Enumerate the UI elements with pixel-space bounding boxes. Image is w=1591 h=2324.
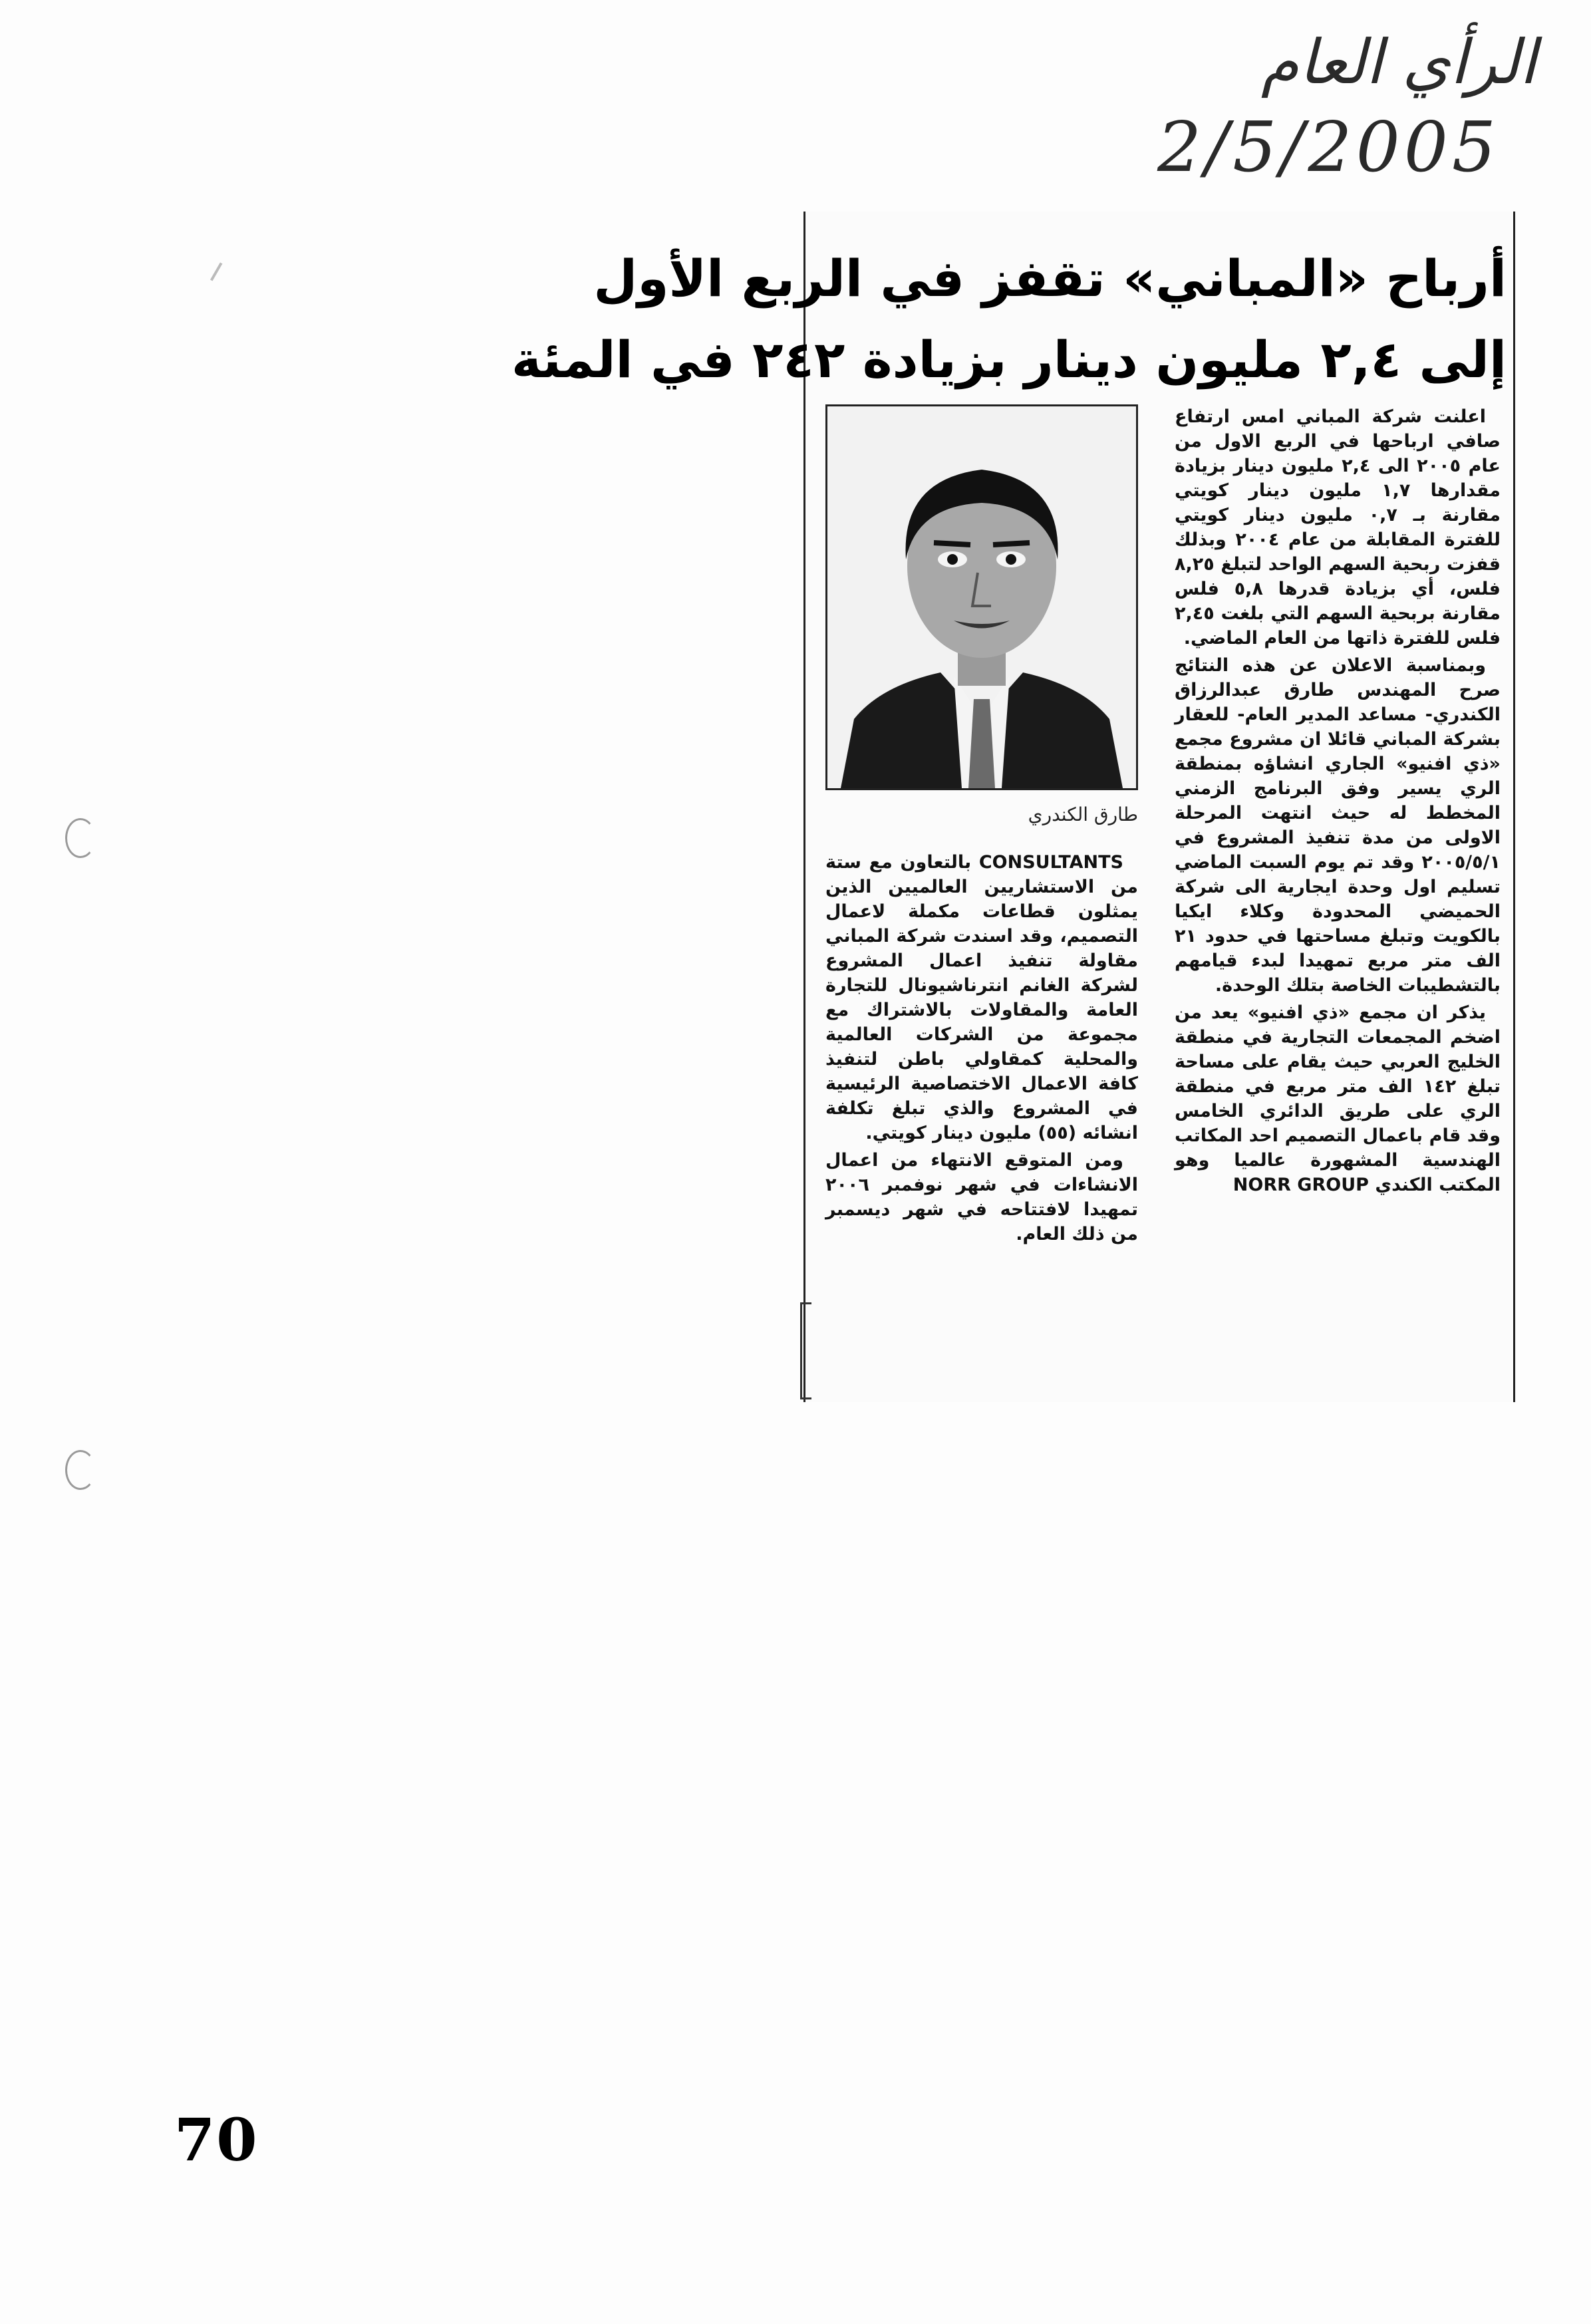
portrait-illustration bbox=[827, 406, 1136, 788]
punch-hole-icon bbox=[65, 818, 96, 858]
article-column-right bbox=[1175, 404, 1501, 1200]
margin-bracket-mark bbox=[800, 1302, 811, 1399]
headline-line-1: أرباح «المباني» تقفز في الربع الأول bbox=[593, 249, 1507, 308]
paragraph: يذكر ان مجمع «ذي افنيو» يعد من اضخم المجمعات التجارية في منطقة الخليج العربي حيث يقام على مساحة تبلغ ١٤٢ الف متر مربع في منطقة الري على طريق الدائري الخامس وقد قام باعمال التصميم احد المكاتب الهندسية المشهورة عالميا وهو المكتب الكندي NORR GROUP bbox=[1175, 1002, 1501, 1195]
article-headline bbox=[511, 238, 1507, 400]
punch-hole-icon bbox=[65, 1450, 96, 1490]
portrait-photo bbox=[825, 404, 1138, 790]
paragraph: اعلنت شركة المباني امس ارتفاع صافي ارباحها في الربع الاول من عام ٢٠٠٥ الى ٢,٤ مليون دينار بزيادة مقدارها ١,٧ مليون دينار كويتي مقارنة بـ ٠,٧ مليون دينار كويتي للفترة المقابلة من عام ٢٠٠٤ وبذلك قفزت ربحية السهم الواحد لتبلغ ٨,٢٥ فلس، أي بزيادة قدرها ٥,٨ فلس مقارنة بربحية السهم التي بلغت ٢,٤٥ فلس للفترة ذاتها من العام الماضي. bbox=[1175, 406, 1501, 649]
newspaper-clipping bbox=[511, 212, 1515, 1402]
handwritten-source-note: الرأي العام bbox=[1260, 27, 1536, 98]
paragraph: وبمناسبة الاعلان عن هذه النتائج صرح المهندس طارق عبدالرزاق الكندري- مساعد المدير العام- للعقار بشركة المباني قائلا ان مشروع مجمع «ذي افنيو» الجاري انشاؤه بمنطقة الري يسير وفق البرنامج الزمني المخطط له حيث انتهت المرحلة الاولى من مدة تنفيذ المشروع في ٢٠٠٥/٥/١ وقد تم يوم السبت الماضي تسليم اول وحدة ايجارية الى شركة الحميضي المحدودة وكلاء ايكيا بالكويت وتبلغ مساحتها في حدود ٢١ الف متر مربع تمهيدا لبدء قيامهم بالتشطيبات الخاصة بتلك الوحدة. bbox=[1175, 655, 1501, 996]
handwritten-date-note: 2/5/2005 bbox=[1157, 106, 1501, 188]
stray-mark bbox=[210, 263, 233, 287]
article-column-left bbox=[825, 850, 1138, 1249]
page-number: 70 bbox=[174, 2105, 259, 2174]
paragraph: CONSULTANTS بالتعاون مع ستة من الاستشاريين العالميين الذين يمثلون قطاعات مكملة لاعمال التصميم، وقد اسندت شركة المباني مقاولة تنفيذ اعمال المشروع لشركة الغانم انترناشيونال للتجارة العامة والمقاولات بالاشتراك مع مجموعة من الشركات العالمية والمحلية كمقاولي باطن لتنفيذ كافة الاعمال الاختصاصية الرئيسية في المشروع والذي تبلغ تكلفة انشائه (٥٥) مليون دينار كويتي. bbox=[825, 852, 1138, 1143]
headline-line-2: إلى ٢,٤ مليون دينار بزيادة ٢٤٢ في المئة bbox=[511, 330, 1507, 389]
paragraph: ومن المتوقع الانتهاء من اعمال الانشاءات في شهر نوفمبر ٢٠٠٦ تمهيدا لافتتاحه في شهر ديسمبر من ذلك العام. bbox=[825, 1150, 1138, 1244]
photo-caption: طارق الكندري bbox=[1028, 803, 1138, 825]
